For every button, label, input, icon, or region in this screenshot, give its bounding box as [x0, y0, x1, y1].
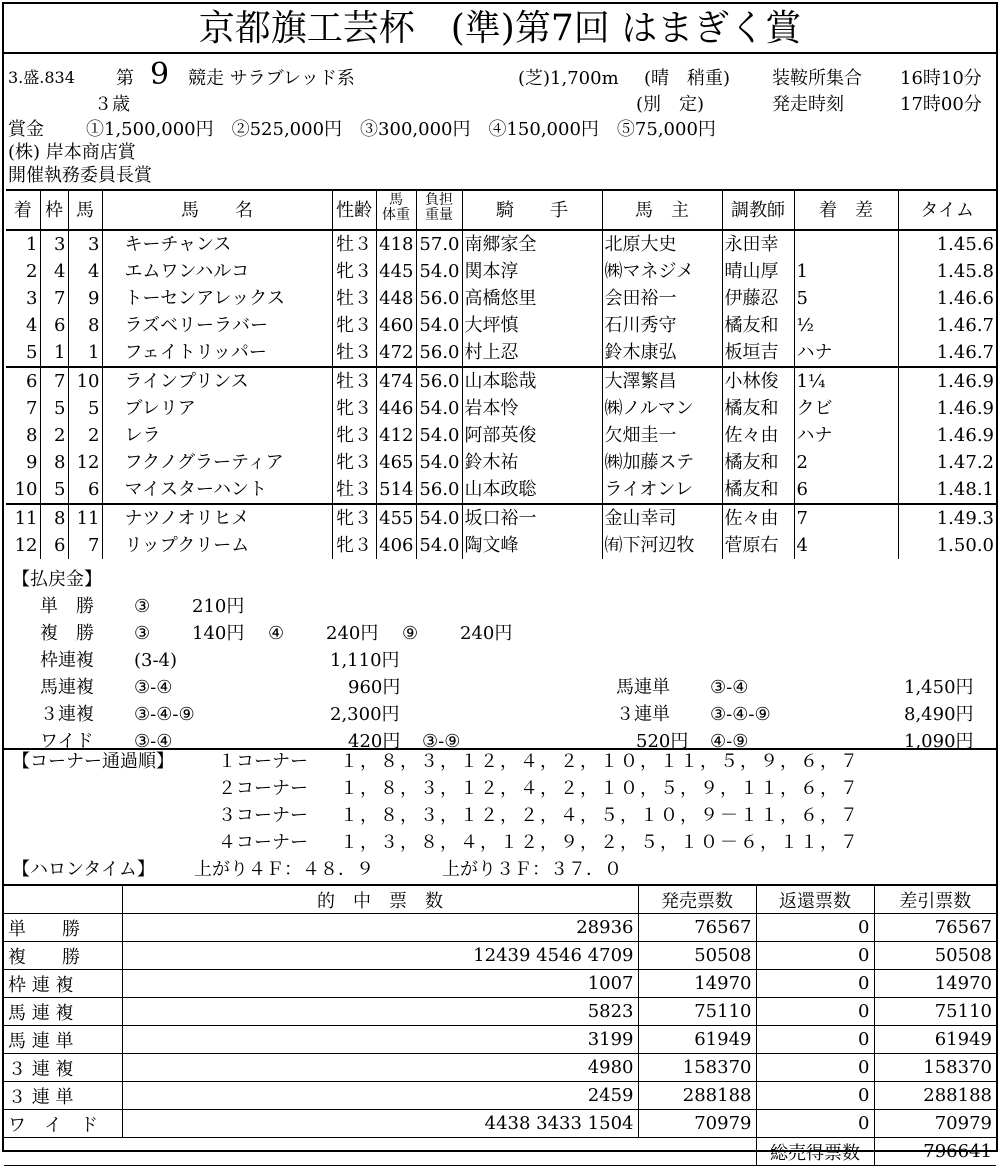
sold-cell: 288188 — [638, 1082, 756, 1110]
tansho-label: 単 勝 — [40, 596, 94, 617]
weight-cell: 448 — [376, 285, 416, 312]
corner-order: １，８，３，１２，４，２，１０，５，９，１１，６，７ — [340, 778, 860, 799]
sold-cell: 61949 — [638, 1026, 756, 1054]
waku-cell: 5 — [40, 395, 68, 422]
votes-row — [4, 1054, 996, 1082]
refund-cell: 0 — [756, 914, 874, 942]
corner-order: １，８，３，１２，４，２，１０，１１，５，９，６，７ — [340, 751, 860, 772]
owner-cell: ライオンレ — [602, 476, 722, 504]
margin-cell: クビ — [794, 395, 898, 422]
owner-cell: 会田裕一 — [602, 285, 722, 312]
horse-name-cell: トーセンアレックス — [102, 285, 332, 312]
race-course: (芝)1,700m — [518, 68, 619, 89]
waku-cell: 5 — [40, 476, 68, 504]
trifecta-label: ３連単 — [616, 704, 670, 725]
owner-cell: ㈱ノルマン — [602, 395, 722, 422]
umaren-label: 馬連複 — [40, 677, 94, 698]
trio-amount: 2,300円 — [330, 704, 400, 725]
place-cell: 11 — [14, 508, 38, 529]
corner-label: １コーナー — [218, 751, 308, 772]
votes-row — [4, 1082, 996, 1110]
jockey-cell: 南郷家全 — [462, 230, 602, 258]
fukusho-combo: ③ — [134, 623, 151, 644]
col-sex-age: 性齢 — [332, 190, 376, 230]
trainer-cell: 佐々由 — [722, 422, 794, 449]
place-cell: 2 — [26, 261, 38, 282]
result-row — [6, 476, 996, 504]
burden-cell: 54.0 — [416, 532, 462, 559]
uma-cell: 8 — [68, 312, 102, 339]
jockey-cell: 大坪慎 — [462, 312, 602, 339]
time-cell: 1.50.0 — [898, 532, 996, 559]
hits-cell: 4438 3433 1504 — [122, 1110, 638, 1138]
label-cell: 単 勝 — [4, 914, 122, 942]
col-weight-bottom: 体重 — [382, 207, 410, 223]
place-cell: 6 — [26, 371, 38, 392]
trio-label: ３連複 — [40, 704, 94, 725]
trainer-cell: 佐々由 — [722, 504, 794, 532]
owner-cell: ㈱加藤ステ — [602, 449, 722, 476]
col-time: タイム — [898, 190, 996, 230]
wide-combo: ④-⑨ — [710, 731, 749, 752]
margin-cell: 1¼ — [794, 367, 898, 395]
weight-cell: 446 — [376, 395, 416, 422]
total-label: 総売得票数 — [756, 1138, 874, 1166]
time-cell: 1.47.2 — [898, 449, 996, 476]
wide-amount: 420円 — [348, 731, 401, 752]
col-waku: 枠 — [40, 190, 68, 230]
col-weight — [376, 190, 416, 230]
horse-name-cell: リップクリーム — [102, 532, 332, 559]
sold-cell: 70979 — [638, 1110, 756, 1138]
owner-cell: 北原大史 — [602, 230, 722, 258]
wide-amount: 1,090円 — [904, 731, 974, 752]
time-cell: 1.46.7 — [898, 312, 996, 339]
place-cell: 7 — [26, 398, 38, 419]
sold-cell: 50508 — [638, 942, 756, 970]
col-margin: 着 差 — [794, 190, 898, 230]
results-table — [6, 189, 996, 559]
horse-name-cell: キーチャンス — [102, 230, 332, 258]
corner-order: １，８，３，１２，２，４，５，１０，９－１１，６，７ — [340, 805, 860, 826]
refund-cell: 0 — [756, 1082, 874, 1110]
waku-cell: 6 — [40, 312, 68, 339]
margin-cell: 4 — [794, 532, 898, 559]
waku-cell: 8 — [40, 504, 68, 532]
label-cell: 馬 連 単 — [4, 1026, 122, 1054]
sex-age-cell: 牝３ — [332, 532, 376, 559]
votes-table — [4, 884, 996, 1166]
wide-combo: ③-⑨ — [422, 731, 461, 752]
votes-row — [4, 1026, 996, 1054]
wide-label: ワイド — [40, 731, 94, 752]
col-refund: 返還票数 — [756, 885, 874, 914]
trainer-cell: 晴山厚 — [722, 258, 794, 285]
trainer-cell: 橘友和 — [722, 395, 794, 422]
corner-label: ３コーナー — [218, 805, 308, 826]
hits-cell: 5823 — [122, 998, 638, 1026]
trainer-cell: 板垣吉 — [722, 339, 794, 367]
net-cell: 50508 — [874, 942, 996, 970]
net-cell: 288188 — [874, 1082, 996, 1110]
hits-cell: 12439 4546 4709 — [122, 942, 638, 970]
label-cell: 馬 連 複 — [4, 998, 122, 1026]
col-owner: 馬 主 — [602, 190, 722, 230]
trainer-cell: 橘友和 — [722, 476, 794, 504]
waku-cell: 6 — [40, 532, 68, 559]
burden-cell: 54.0 — [416, 312, 462, 339]
burden-cell: 56.0 — [416, 476, 462, 504]
time-cell: 1.45.8 — [898, 258, 996, 285]
weight-cell: 455 — [376, 504, 416, 532]
margin-cell: 6 — [794, 476, 898, 504]
col-weight-top: 馬 — [389, 192, 403, 208]
sex-age-cell: 牝３ — [332, 312, 376, 339]
burden-cell: 54.0 — [416, 395, 462, 422]
col-jockey: 騎 手 — [462, 190, 602, 230]
horse-name-cell: ラインプリンス — [102, 367, 332, 395]
race-weight-rule: (別 定) — [636, 94, 705, 115]
start-label: 発走時刻 — [772, 94, 844, 115]
jockey-cell: 山本政聡 — [462, 476, 602, 504]
result-row — [6, 422, 996, 449]
net-cell: 70979 — [874, 1110, 996, 1138]
umaren-combo: ③-④ — [134, 677, 173, 698]
votes-row — [4, 998, 996, 1026]
net-cell: 61949 — [874, 1026, 996, 1054]
sex-age-cell: 牝３ — [332, 504, 376, 532]
col-burden-top: 負担 — [425, 192, 453, 208]
jockey-cell: 高橋悠里 — [462, 285, 602, 312]
votes-row — [4, 942, 996, 970]
tansho-combo: ③ — [134, 596, 151, 617]
col-place: 着 — [6, 190, 40, 230]
burden-cell: 57.0 — [416, 230, 462, 258]
trifecta-amount: 8,490円 — [904, 704, 974, 725]
place-cell: 12 — [14, 535, 38, 556]
weight-cell: 406 — [376, 532, 416, 559]
burden-cell: 54.0 — [416, 449, 462, 476]
place-cell: 9 — [26, 452, 38, 473]
corner-label: ２コーナー — [218, 778, 308, 799]
jockey-cell: 坂口裕一 — [462, 504, 602, 532]
race-weather: (晴 稍重) — [644, 68, 731, 89]
trio-combo: ③-④-⑨ — [134, 704, 195, 725]
time-cell: 1.49.3 — [898, 504, 996, 532]
race-code: 3.盛.834 — [8, 68, 75, 87]
race-age: ３歳 — [94, 94, 130, 115]
col-uma: 馬 — [68, 190, 102, 230]
race-result-sheet — [2, 2, 998, 1164]
fukusho-amount: 140円 — [192, 623, 245, 644]
jockey-cell: 岩本怜 — [462, 395, 602, 422]
uma-cell: 12 — [68, 449, 102, 476]
votes-row — [4, 1110, 996, 1138]
trainer-cell: 永田幸 — [722, 230, 794, 258]
assembly-time: 16時10分 — [900, 68, 982, 89]
corner-label: ４コーナー — [218, 832, 308, 853]
time-cell: 1.45.6 — [898, 230, 996, 258]
sex-age-cell: 牡３ — [332, 285, 376, 312]
horse-name-cell: レラ — [102, 422, 332, 449]
uma-cell: 3 — [68, 230, 102, 258]
weight-cell: 472 — [376, 339, 416, 367]
margin-cell: 5 — [794, 285, 898, 312]
fukusho-amount: 240円 — [460, 623, 513, 644]
waku-cell: 7 — [40, 367, 68, 395]
horse-name-cell: フェイトリッパー — [102, 339, 332, 367]
sex-age-cell: 牝３ — [332, 422, 376, 449]
margin-cell: ハナ — [794, 339, 898, 367]
net-cell: 75110 — [874, 998, 996, 1026]
net-cell: 76567 — [874, 914, 996, 942]
weight-cell: 412 — [376, 422, 416, 449]
race-dai: 第 — [116, 68, 134, 89]
col-burden-bottom: 重量 — [425, 207, 453, 223]
race-kind: 競走 サラブレッド系 — [188, 68, 355, 89]
result-row — [6, 285, 996, 312]
page-title: 京都旗工芸杯 (準)第7回 はまぎく賞 — [4, 4, 996, 54]
sex-age-cell: 牝３ — [332, 258, 376, 285]
result-row — [6, 367, 996, 395]
label-cell: 枠 連 複 — [4, 970, 122, 998]
fukusho-amount: 240円 — [326, 623, 379, 644]
result-row — [6, 395, 996, 422]
prize-committee: 開催執務委員長賞 — [8, 165, 152, 186]
prize-label: 賞金 — [8, 119, 44, 140]
jockey-cell: 陶文峰 — [462, 532, 602, 559]
wakuren-combo: (3-4) — [134, 650, 178, 671]
waku-cell: 4 — [40, 258, 68, 285]
time-cell: 1.46.9 — [898, 367, 996, 395]
time-cell: 1.46.9 — [898, 395, 996, 422]
col-net: 差引票数 — [874, 885, 996, 914]
waku-cell: 8 — [40, 449, 68, 476]
label-cell: ワ イ ド — [4, 1110, 122, 1138]
refund-cell: 0 — [756, 970, 874, 998]
owner-cell: ㈱マネジメ — [602, 258, 722, 285]
waku-cell: 7 — [40, 285, 68, 312]
place-cell: 4 — [26, 315, 38, 336]
label-cell: ３ 連 単 — [4, 1082, 122, 1110]
owner-cell: 金山幸司 — [602, 504, 722, 532]
label-cell: ３ 連 複 — [4, 1054, 122, 1082]
uma-cell: 4 — [68, 258, 102, 285]
sex-age-cell: 牡３ — [332, 476, 376, 504]
owner-cell: 大澤繁昌 — [602, 367, 722, 395]
result-row — [6, 258, 996, 285]
total-row — [4, 1138, 996, 1166]
sex-age-cell: 牡３ — [332, 339, 376, 367]
result-row — [6, 230, 996, 258]
wakuren-label: 枠連複 — [40, 650, 94, 671]
corner-header: 【コーナー通過順】 — [12, 751, 174, 772]
hits-cell: 2459 — [122, 1082, 638, 1110]
jockey-cell: 関本淳 — [462, 258, 602, 285]
owner-cell: 鈴木康弘 — [602, 339, 722, 367]
jockey-cell: 鈴木祐 — [462, 449, 602, 476]
uma-cell: 7 — [68, 532, 102, 559]
sold-cell: 158370 — [638, 1054, 756, 1082]
fukusho-label: 複 勝 — [40, 623, 94, 644]
time-cell: 1.48.1 — [898, 476, 996, 504]
burden-cell: 54.0 — [416, 422, 462, 449]
refund-cell: 0 — [756, 1054, 874, 1082]
trainer-cell: 菅原右 — [722, 532, 794, 559]
net-cell: 158370 — [874, 1054, 996, 1082]
uma-cell: 10 — [68, 367, 102, 395]
last-3f: 上がり３Ｆ：３７．０ — [442, 859, 622, 880]
burden-cell: 56.0 — [416, 285, 462, 312]
refund-cell: 0 — [756, 1026, 874, 1054]
trainer-cell: 小林俊 — [722, 367, 794, 395]
votes-header-row — [4, 885, 996, 914]
burden-cell: 56.0 — [416, 367, 462, 395]
time-cell: 1.46.7 — [898, 339, 996, 367]
result-row — [6, 339, 996, 367]
fukusho-combo: ⑨ — [402, 623, 419, 644]
sold-cell: 14970 — [638, 970, 756, 998]
col-burden — [416, 190, 462, 230]
uma-cell: 6 — [68, 476, 102, 504]
hits-cell: 3199 — [122, 1026, 638, 1054]
sold-cell: 76567 — [638, 914, 756, 942]
margin-cell: 7 — [794, 504, 898, 532]
weight-cell: 445 — [376, 258, 416, 285]
payout-header: 【払戻金】 — [12, 569, 102, 590]
result-row — [6, 449, 996, 476]
uma-cell: 5 — [68, 395, 102, 422]
horse-name-cell: ナツノオリヒメ — [102, 504, 332, 532]
owner-cell: 石川秀守 — [602, 312, 722, 339]
uma-cell: 2 — [68, 422, 102, 449]
place-cell: 10 — [6, 476, 40, 504]
sex-age-cell: 牝３ — [332, 449, 376, 476]
waku-cell: 3 — [40, 230, 68, 258]
wakuren-amount: 1,110円 — [330, 650, 400, 671]
margin-cell — [794, 230, 898, 258]
votes-row — [4, 914, 996, 942]
tansho-amount: 210円 — [192, 596, 245, 617]
result-row — [6, 504, 996, 532]
horse-name-cell: マイスターハント — [102, 476, 332, 504]
horse-name-cell: フクノグラーティア — [102, 449, 332, 476]
place-cell: 5 — [6, 339, 40, 367]
result-row — [6, 532, 996, 559]
waku-cell: 2 — [40, 422, 68, 449]
burden-cell: 54.0 — [416, 504, 462, 532]
umaren-amount: 960円 — [348, 677, 401, 698]
total-value: 796641 — [874, 1138, 996, 1166]
uma-cell: 1 — [68, 339, 102, 367]
trainer-cell: 橘友和 — [722, 312, 794, 339]
col-hits: 的 中 票 数 — [122, 885, 638, 914]
owner-cell: 欠畑圭一 — [602, 422, 722, 449]
trainer-cell: 橘友和 — [722, 449, 794, 476]
result-row — [6, 312, 996, 339]
waku-cell: 1 — [40, 339, 68, 367]
assembly-label: 装鞍所集合 — [772, 68, 862, 89]
horse-name-cell: ラズベリーラバー — [102, 312, 332, 339]
weight-cell: 474 — [376, 367, 416, 395]
hits-cell: 1007 — [122, 970, 638, 998]
fukusho-combo: ④ — [268, 623, 285, 644]
refund-cell: 0 — [756, 998, 874, 1026]
hits-cell: 28936 — [122, 914, 638, 942]
hits-cell: 4980 — [122, 1054, 638, 1082]
weight-cell: 465 — [376, 449, 416, 476]
wide-combo: ③-④ — [134, 731, 173, 752]
refund-cell: 0 — [756, 942, 874, 970]
time-cell: 1.46.9 — [898, 422, 996, 449]
trifecta-combo: ③-④-⑨ — [710, 704, 771, 725]
place-cell: 8 — [26, 425, 38, 446]
weight-cell: 418 — [376, 230, 416, 258]
uma-cell: 11 — [68, 504, 102, 532]
last-4f: 上がり４Ｆ：４８．９ — [194, 859, 374, 880]
refund-cell: 0 — [756, 1110, 874, 1138]
burden-cell: 56.0 — [416, 339, 462, 367]
start-time: 17時00分 — [900, 94, 982, 115]
uma-cell: 9 — [68, 285, 102, 312]
label-cell: 複 勝 — [4, 942, 122, 970]
wide-amount: 520円 — [636, 731, 689, 752]
sex-age-cell: 牝３ — [332, 395, 376, 422]
weight-cell: 514 — [376, 476, 416, 504]
col-horse-name: 馬 名 — [102, 190, 332, 230]
jockey-cell: 村上忍 — [462, 339, 602, 367]
margin-cell: 2 — [794, 449, 898, 476]
votes-row — [4, 970, 996, 998]
place-cell: 3 — [26, 288, 38, 309]
corner-order: １，３，８，４，１２，９，２，５，１０－６，１１，７ — [340, 832, 860, 853]
trainer-cell: 伊藤忍 — [722, 285, 794, 312]
umatan-amount: 1,450円 — [904, 677, 974, 698]
owner-cell: ㈲下河辺牧 — [602, 532, 722, 559]
weight-cell: 460 — [376, 312, 416, 339]
burden-cell: 54.0 — [416, 258, 462, 285]
results-header-row — [6, 190, 996, 230]
margin-cell: ½ — [794, 312, 898, 339]
margin-cell: ハナ — [794, 422, 898, 449]
col-trainer: 調教師 — [722, 190, 794, 230]
divider — [4, 748, 996, 750]
place-cell: 1 — [26, 234, 38, 255]
horse-name-cell: エムワンハルコ — [102, 258, 332, 285]
time-cell: 1.46.6 — [898, 285, 996, 312]
umatan-label: 馬連単 — [616, 677, 670, 698]
net-cell: 14970 — [874, 970, 996, 998]
sex-age-cell: 牡３ — [332, 230, 376, 258]
furlong-header: 【ハロンタイム】 — [12, 859, 155, 880]
sold-cell: 75110 — [638, 998, 756, 1026]
prize-sponsor: (株) 岸本商店賞 — [8, 142, 136, 163]
horse-name-cell: ブレリア — [102, 395, 332, 422]
umatan-combo: ③-④ — [710, 677, 749, 698]
jockey-cell: 山本聡哉 — [462, 367, 602, 395]
jockey-cell: 阿部英俊 — [462, 422, 602, 449]
prize-values: ①1,500,000円 ②525,000円 ③300,000円 ④150,000円 ⑤75,000円 — [86, 119, 716, 140]
race-number: 9 — [150, 57, 170, 92]
margin-cell: 1 — [794, 258, 898, 285]
sex-age-cell: 牡３ — [332, 367, 376, 395]
col-sold: 発売票数 — [638, 885, 756, 914]
